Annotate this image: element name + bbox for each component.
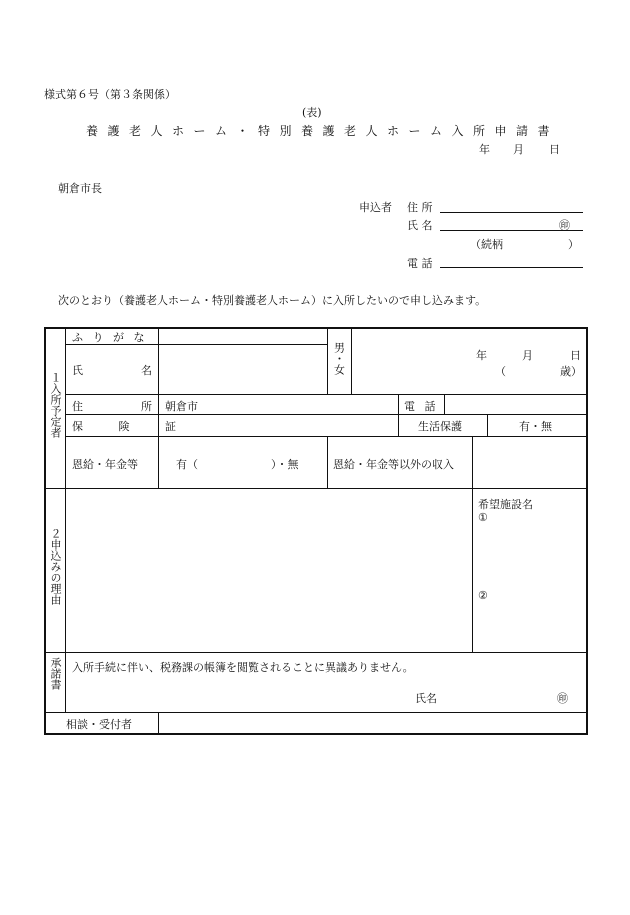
form-title: 養護老人ホーム・特別養護老人ホーム入所申請書 — [86, 124, 560, 138]
applicant-label: 申込者 — [359, 201, 392, 214]
consent-name-label: 氏名 — [415, 692, 437, 705]
birth-year: 年 — [476, 349, 487, 362]
furigana-label: ふ り が な — [72, 331, 148, 344]
address-value[interactable]: 朝倉市 — [165, 400, 198, 413]
welfare-label: 生活保護 — [418, 420, 462, 433]
date-month: 月 — [513, 143, 524, 156]
facility-label: 希望施設名 — [478, 498, 533, 511]
consultation-field[interactable] — [160, 714, 585, 733]
name-label-2: 名 — [141, 364, 152, 377]
facility-1-label: ① — [478, 511, 488, 524]
insurance-label: 保 険 証 — [72, 420, 192, 433]
applicant-name-label: 氏 名 — [407, 219, 433, 232]
applicant-relation-close: ） — [568, 238, 579, 251]
form-number: 様式第６号（第３条関係） — [44, 88, 176, 101]
age-label: 歳） — [560, 365, 582, 378]
furigana-field[interactable] — [160, 329, 326, 343]
other-income-label: 恩給・年金等以外の収入 — [333, 458, 454, 471]
phone-field[interactable] — [446, 396, 584, 413]
applicant-name-line[interactable] — [440, 230, 583, 231]
consent-seal-icon: ㊞ — [557, 692, 568, 705]
applicant-seal-icon: ㊞ — [559, 219, 570, 232]
form-side-label: (表) — [302, 106, 322, 119]
date-day: 日 — [549, 143, 560, 156]
applicant-relation-open: （続柄 — [470, 238, 503, 251]
section1-label: １入所予定者 — [49, 372, 62, 438]
applicant-phone-label: 電 話 — [407, 257, 433, 270]
consent-label: 承諾書 — [49, 657, 62, 690]
phone-label: 電 話 — [404, 400, 439, 413]
date-year: 年 — [479, 143, 490, 156]
reason-field[interactable] — [67, 490, 471, 651]
facility-2-label: ② — [478, 589, 488, 602]
pension-label: 恩給・年金等 — [72, 458, 138, 471]
insurance-field[interactable] — [160, 416, 396, 435]
addressee: 朝倉市長 — [58, 182, 102, 195]
age-open: （ — [495, 365, 506, 378]
birth-day: 日 — [570, 349, 581, 362]
name-label-1: 氏 — [72, 364, 83, 377]
name-field[interactable] — [160, 346, 326, 393]
other-income-field[interactable] — [474, 438, 584, 487]
birth-month: 月 — [522, 349, 533, 362]
address-label-2: 所 — [141, 400, 152, 413]
statement: 次のとおり（養護老人ホーム・特別養護老人ホーム）に入所したいので申し込みます。 — [58, 294, 487, 307]
pension-value-open[interactable]: 有（ — [176, 458, 198, 471]
gender-select[interactable]: 男・女 — [332, 342, 346, 375]
applicant-address-label: 住 所 — [407, 201, 433, 214]
applicant-phone-line[interactable] — [440, 267, 583, 268]
consent-text: 入所手続に伴い、税務課の帳簿を閲覧されることに異議ありません。 — [72, 661, 414, 674]
pension-value-close[interactable]: ）・無 — [271, 458, 299, 471]
address-label-1: 住 — [72, 400, 83, 413]
section2-label: ２申込みの理由 — [49, 528, 62, 605]
consultation-label: 相談・受付者 — [66, 718, 132, 731]
applicant-address-line[interactable] — [440, 212, 583, 213]
welfare-value[interactable]: 有・無 — [519, 420, 552, 433]
